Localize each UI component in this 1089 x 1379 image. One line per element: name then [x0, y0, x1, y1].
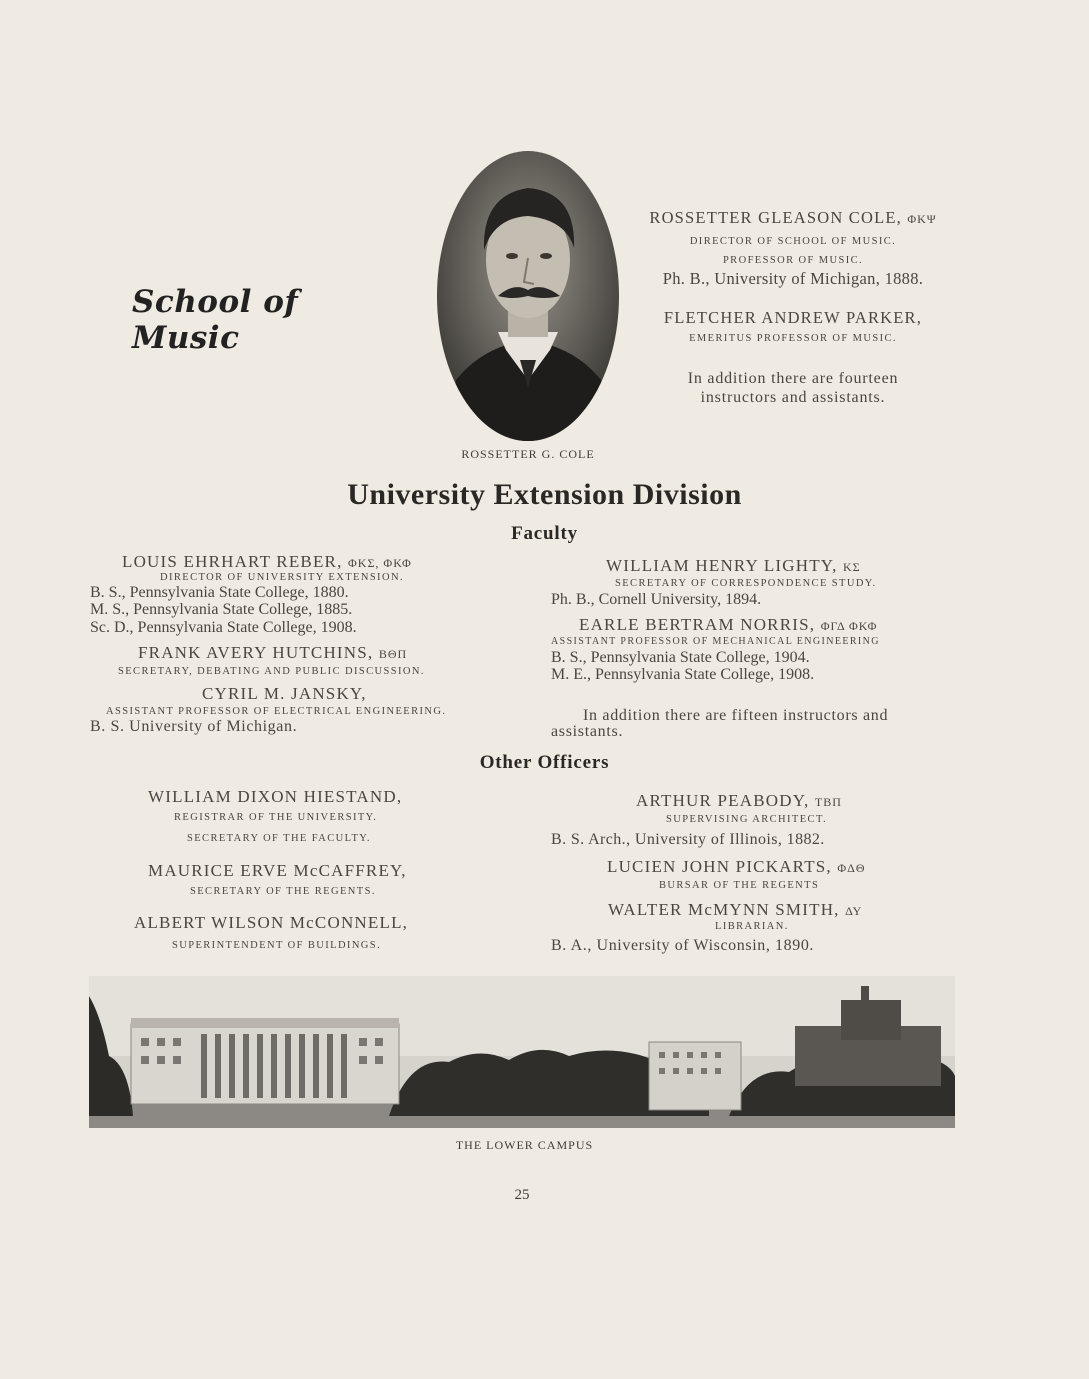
- mcconnell-title: SUPERINTENDENT OF BUILDINGS.: [172, 940, 382, 951]
- parker-title: EMERITUS PROFESSOR OF MUSIC.: [689, 333, 897, 344]
- hiestand-title1: REGISTRAR OF THE UNIVERSITY.: [174, 812, 378, 823]
- mccaffrey-title: SECRETARY OF THE REGENTS.: [190, 886, 376, 897]
- peabody-greek: ΤΒΠ: [814, 795, 842, 809]
- norris-name: EARLE BERTRAM NORRIS,: [579, 615, 816, 634]
- pickarts-greek: ΦΔΘ: [837, 861, 866, 875]
- reber-greek: ΦΚΣ, ΦΚΦ: [348, 556, 412, 570]
- cole-name: ROSSETTER GLEASON COLE,: [649, 208, 903, 227]
- campus-caption: THE LOWER CAMPUS: [455, 1138, 594, 1152]
- extension-note-line2: assistants.: [551, 723, 624, 740]
- smith-greek: ΔΥ: [845, 904, 863, 918]
- peabody-name-line: [636, 791, 842, 811]
- portrait-photo: [436, 150, 620, 442]
- extension-division-title: University Extension Division: [347, 478, 742, 511]
- pickarts-name: LUCIEN JOHN PICKARTS,: [607, 857, 832, 876]
- lighty-degree: Ph. B., Cornell University, 1894.: [551, 591, 762, 608]
- peabody-title: SUPERVISING ARCHITECT.: [666, 814, 828, 825]
- pickarts-title: BURSAR OF THE REGENTS: [659, 880, 820, 891]
- norris-name-line: [579, 615, 877, 635]
- jansky-title: ASSISTANT PROFESSOR OF ELECTRICAL ENGINEERING.: [106, 706, 447, 717]
- reber-degree-2: M. S., Pennsylvania State College, 1885.: [90, 601, 353, 618]
- hutchins-greek: ΒΘΠ: [378, 647, 408, 661]
- peabody-degree: B. S. Arch., University of Illinois, 1882.: [551, 831, 825, 848]
- lower-campus-photo: [89, 976, 955, 1128]
- lighty-greek: ΚΣ: [843, 560, 861, 574]
- page-number: 25: [514, 1187, 530, 1203]
- peabody-name: ARTHUR PEABODY,: [636, 791, 810, 810]
- norris-greek: ΦΓΔ ΦΚΦ: [820, 619, 878, 633]
- jansky-name: CYRIL M. JANSKY,: [202, 684, 367, 703]
- lighty-name: WILLIAM HENRY LIGHTY,: [606, 556, 838, 575]
- cole-title1: DIRECTOR OF SCHOOL OF MUSIC.: [689, 236, 897, 247]
- pickarts-name-line: [607, 857, 866, 877]
- faculty-heading: Faculty: [511, 523, 578, 544]
- hiestand-name: WILLIAM DIXON HIESTAND,: [148, 787, 403, 806]
- smith-title: LIBRARIAN.: [715, 921, 789, 932]
- cole-degree: Ph. B., University of Michigan, 1888.: [662, 269, 924, 288]
- music-note-line2: instructors and assistants.: [700, 389, 886, 406]
- smith-degree: B. A., University of Wisconsin, 1890.: [551, 937, 815, 954]
- parker-name: FLETCHER ANDREW PARKER,: [663, 308, 923, 327]
- other-officers-heading: Other Officers: [479, 752, 610, 773]
- mccaffrey-name: MAURICE ERVE McCAFFREY,: [148, 861, 407, 880]
- hutchins-title: SECRETARY, DEBATING AND PUBLIC DISCUSSION.: [118, 666, 425, 677]
- cole-title2: PROFESSOR OF MUSIC.: [722, 255, 864, 266]
- jansky-degree: B. S. University of Michigan.: [90, 718, 298, 735]
- smith-name: WALTER McMYNN SMITH,: [608, 900, 840, 919]
- smith-name-line: [608, 900, 862, 920]
- reber-degree-3: Sc. D., Pennsylvania State College, 1908.: [90, 619, 357, 636]
- reber-title: DIRECTOR OF UNIVERSITY EXTENSION.: [160, 572, 404, 583]
- lighty-name-line: [606, 556, 861, 576]
- mcconnell-name: ALBERT WILSON McCONNELL,: [134, 913, 409, 932]
- music-faculty-block: [618, 208, 968, 407]
- norris-degree-1: B. S., Pennsylvania State College, 1904.: [551, 649, 810, 666]
- reber-name-line: [122, 552, 412, 572]
- cole-name-line: [618, 208, 968, 228]
- reber-name: LOUIS EHRHART REBER,: [122, 552, 343, 571]
- lighty-title: SECRETARY OF CORRESPONDENCE STUDY.: [615, 578, 877, 589]
- cole-greek: ΦΚΨ: [907, 212, 937, 226]
- extension-note-line1: In addition there are fifteen instructors and: [583, 707, 889, 724]
- music-note-line1: In addition there are fourteen: [687, 370, 899, 387]
- hutchins-name: FRANK AVERY HUTCHINS,: [138, 643, 374, 662]
- hutchins-name-line: [138, 643, 407, 663]
- norris-degree-2: M. E., Pennsylvania State College, 1908.: [551, 666, 815, 683]
- hiestand-title2: SECRETARY OF THE FACULTY.: [187, 833, 371, 844]
- school-of-music-heading: School of Music: [132, 284, 299, 356]
- portrait-caption: ROSSETTER G. COLE: [461, 447, 595, 461]
- norris-title: ASSISTANT PROFESSOR OF MECHANICAL ENGINEERING: [551, 636, 880, 647]
- reber-degree-1: B. S., Pennsylvania State College, 1880.: [90, 584, 349, 601]
